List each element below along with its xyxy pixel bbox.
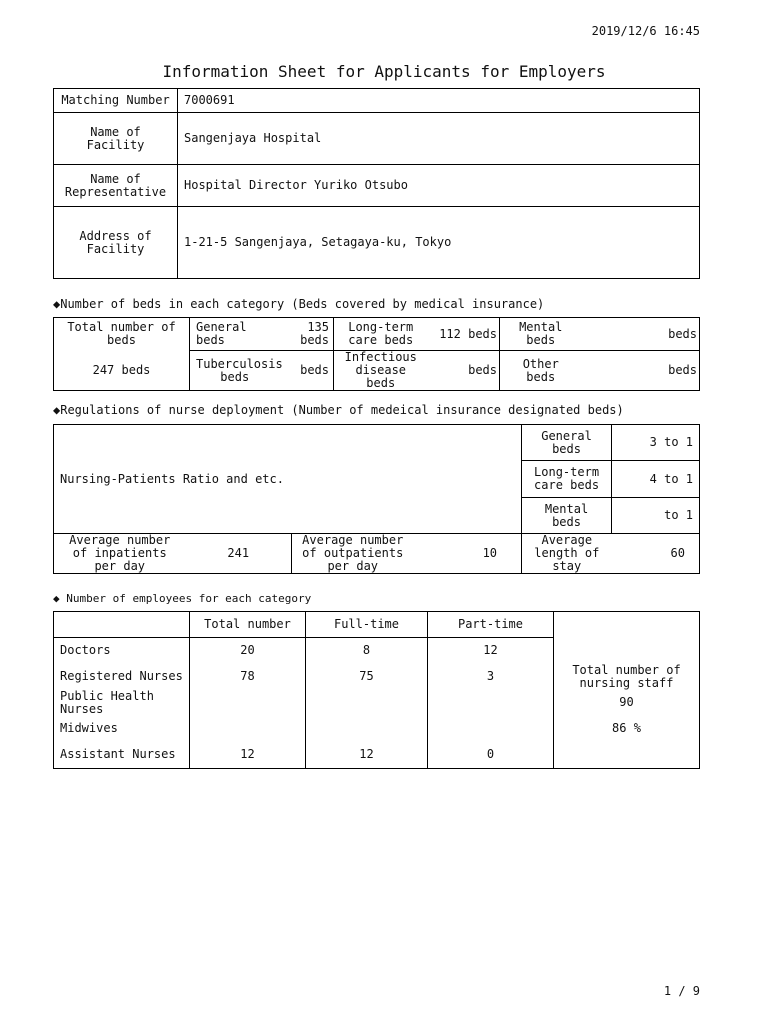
inpatients-value: 241 bbox=[186, 534, 292, 574]
row-total bbox=[190, 690, 306, 716]
row-total: 12 bbox=[190, 742, 306, 769]
address-label: Address of Facility bbox=[54, 207, 178, 279]
stay-label: Average length of stay bbox=[522, 534, 612, 574]
row-part: 0 bbox=[428, 742, 554, 769]
facility-table bbox=[53, 88, 700, 279]
total-beds-value: 247 beds bbox=[54, 351, 190, 391]
nursing-staff-value: 90 bbox=[554, 690, 700, 716]
row-name: Midwives bbox=[54, 716, 190, 742]
beds-table bbox=[53, 317, 700, 391]
col-header-part: Part-time bbox=[428, 612, 554, 638]
matching-number: 7000691 bbox=[178, 89, 700, 113]
row-part bbox=[428, 690, 554, 716]
employees-table bbox=[53, 611, 700, 769]
row-name: Doctors bbox=[54, 638, 190, 664]
inpatients-label: Average number of inpatients per day bbox=[54, 534, 186, 574]
col-header-full: Full-time bbox=[306, 612, 428, 638]
outpatients-value: 10 bbox=[414, 534, 522, 574]
longterm-beds-value: 112 beds bbox=[428, 318, 500, 351]
staff-cell bbox=[554, 638, 700, 664]
nurse-heading: ◆Regulations of nurse deployment (Number of medeical insurance designated beds) bbox=[53, 403, 624, 417]
ratio-label: Nursing-Patients Ratio and etc. bbox=[54, 425, 522, 534]
row-name: Registered Nurses bbox=[54, 664, 190, 690]
staff-cell bbox=[554, 742, 700, 769]
beds-heading: ◆Number of beds in each category (Beds covered by medical insurance) bbox=[53, 297, 545, 311]
mental-beds-label: Mental beds bbox=[500, 318, 582, 351]
row-full: 8 bbox=[306, 638, 428, 664]
row-part: 12 bbox=[428, 638, 554, 664]
col-header-total: Total number bbox=[190, 612, 306, 638]
nurse-general-label: General beds bbox=[522, 425, 612, 461]
tuberculosis-beds-label: Tuberculosis beds bbox=[190, 351, 280, 391]
page-number: 1 / 9 bbox=[663, 984, 700, 998]
infectious-beds-label: Infectious disease beds bbox=[334, 351, 428, 391]
nurse-mental-value: to 1 bbox=[612, 498, 700, 534]
row-name: Public Health Nurses bbox=[54, 690, 190, 716]
outpatients-label: Average number of outpatients per day bbox=[292, 534, 414, 574]
row-full: 75 bbox=[306, 664, 428, 690]
facility-address: 1-21-5 Sangenjaya, Setagaya-ku, Tokyo bbox=[178, 207, 700, 279]
row-full: 12 bbox=[306, 742, 428, 769]
row-part: 3 bbox=[428, 664, 554, 690]
other-beds-label: Other beds bbox=[500, 351, 582, 391]
row-total bbox=[190, 716, 306, 742]
stay-value: 60 bbox=[612, 534, 700, 574]
longterm-beds-label: Long-term care beds bbox=[334, 318, 428, 351]
row-full bbox=[306, 690, 428, 716]
other-beds-value: beds bbox=[582, 351, 700, 391]
representative-name: Hospital Director Yuriko Otsubo bbox=[178, 165, 700, 207]
row-part bbox=[428, 716, 554, 742]
general-beds-label: General beds bbox=[190, 318, 280, 351]
general-beds-value: 135 beds bbox=[280, 318, 334, 351]
facility-name-label: Name of Facility bbox=[54, 113, 178, 165]
representative-label: Name of Representative bbox=[54, 165, 178, 207]
row-total: 78 bbox=[190, 664, 306, 690]
matching-number-label: Matching Number bbox=[54, 89, 178, 113]
facility-name: Sangenjaya Hospital bbox=[178, 113, 700, 165]
mental-beds-value: beds bbox=[582, 318, 700, 351]
nurse-table bbox=[53, 424, 700, 574]
nurse-general-value: 3 to 1 bbox=[612, 425, 700, 461]
nurse-mental-label: Mental beds bbox=[522, 498, 612, 534]
row-name: Assistant Nurses bbox=[54, 742, 190, 769]
tuberculosis-beds-value: beds bbox=[280, 351, 334, 391]
timestamp: 2019/12/6 16:45 bbox=[591, 24, 700, 38]
page-title: Information Sheet for Applicants for Employers bbox=[162, 62, 606, 81]
nursing-staff-percent: 86 % bbox=[554, 716, 700, 742]
col-header-name bbox=[54, 612, 190, 638]
infectious-beds-value: beds bbox=[428, 351, 500, 391]
col-header-staff bbox=[554, 612, 700, 638]
nurse-longterm-label: Long-term care beds bbox=[522, 461, 612, 498]
nursing-staff-label: Total number of nursing staff bbox=[554, 664, 700, 690]
row-total: 20 bbox=[190, 638, 306, 664]
nurse-longterm-value: 4 to 1 bbox=[612, 461, 700, 498]
employees-heading: ◆ Number of employees for each category bbox=[53, 592, 312, 605]
total-beds-label: Total number of beds bbox=[54, 318, 190, 351]
row-full bbox=[306, 716, 428, 742]
